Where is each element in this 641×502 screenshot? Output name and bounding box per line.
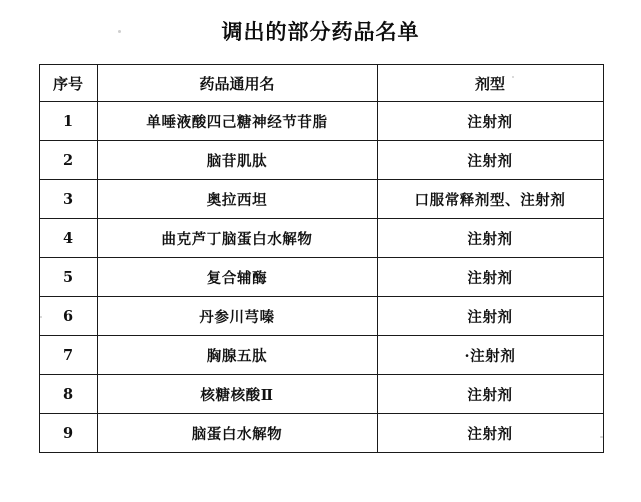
cell-dosage-form: 注射剂 xyxy=(377,102,603,141)
cell-index: 2 xyxy=(39,141,97,180)
document-page xyxy=(0,16,641,502)
table-row xyxy=(39,102,603,141)
table-row xyxy=(39,297,603,336)
table-row xyxy=(39,336,603,375)
cell-index: 4 xyxy=(39,219,97,258)
cell-index: 8 xyxy=(39,375,97,414)
column-header-index: 序号 xyxy=(39,65,97,102)
cell-drug-name: 丹参川芎嗪 xyxy=(97,297,377,336)
cell-index: 3 xyxy=(39,180,97,219)
cell-dosage-form: 注射剂 xyxy=(377,297,603,336)
cell-drug-name: 胸腺五肽 xyxy=(97,336,377,375)
cell-drug-name: 核糖核酸Ⅱ xyxy=(97,375,377,414)
table-row xyxy=(39,219,603,258)
cell-drug-name: 曲克芦丁脑蛋白水解物 xyxy=(97,219,377,258)
cell-dosage-form: 注射剂 xyxy=(377,375,603,414)
cell-drug-name: 脑苷肌肽 xyxy=(97,141,377,180)
cell-drug-name: 奥拉西坦 xyxy=(97,180,377,219)
cell-drug-name: 复合辅酶 xyxy=(97,258,377,297)
drug-table-container xyxy=(39,64,603,453)
cell-drug-name: 单唾液酸四己糖神经节苷脂 xyxy=(97,102,377,141)
table-row xyxy=(39,180,603,219)
cell-dosage-form: 注射剂 xyxy=(377,258,603,297)
cell-dosage-form: 注射剂 xyxy=(377,141,603,180)
table-row xyxy=(39,258,603,297)
table-row xyxy=(39,414,603,453)
cell-index: 5 xyxy=(39,258,97,297)
cell-index: 7 xyxy=(39,336,97,375)
cell-index: 1 xyxy=(39,102,97,141)
table-row xyxy=(39,375,603,414)
cell-dosage-form: ·注射剂 xyxy=(377,336,603,375)
column-header-name: 药品通用名 xyxy=(97,65,377,102)
cell-dosage-form: 注射剂 xyxy=(377,414,603,453)
table-row xyxy=(39,141,603,180)
cell-index: 9 xyxy=(39,414,97,453)
page-title: 调出的部分药品名单 xyxy=(221,19,420,44)
drug-table xyxy=(39,64,604,453)
cell-drug-name: 脑蛋白水解物 xyxy=(97,414,377,453)
column-header-form: 剂型 xyxy=(377,65,603,102)
cell-dosage-form: 注射剂 xyxy=(377,219,603,258)
cell-dosage-form: 口服常释剂型、注射剂 xyxy=(377,180,603,219)
cell-index: 6 xyxy=(39,297,97,336)
table-header-row xyxy=(39,65,603,102)
